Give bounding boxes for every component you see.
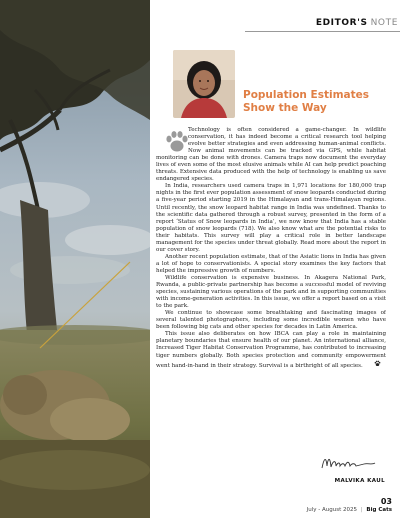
author-name: MALVIKA KAUL (334, 478, 385, 484)
header-rule (245, 31, 400, 32)
paw-end-icon (365, 360, 381, 369)
paragraph-text: This issue also deliberates on how IBCA can play a role in maintaining planetary boundaries that ensure health of our planet. An international alliance, Increased Tiger Habitat Conservation Programme, has contributed to increasing tiger numbers globally. Both species protection and community empowerment went hand-in-hand in their strategy. Survival is a birthright of all species. (156, 331, 386, 369)
paragraph: In India, researchers used camera traps in 1,971 locations for 180,000 trap nights in the first ever population assessment of snow leopards conducted during a five-year period starting 2019 in the Himalayan and trans-Himalayan regions. Until recently, the snow leopard habitat range in India was undefined. Thanks to the scientific data gathered through a robust survey, presented in the form of a report ‘Status of Snow leopards in India’, we now know that India has a stable population of snow leopards (718). We also know what are the potential risks to their habitats. This survey will play a critical role in better landscape management for the species under threat globally. Read more about the report in our cover story. (156, 183, 386, 253)
paragraph: Wildlife conservation is expensive business. In Akagera National Park, Rwanda, a public-private partnership has become a successful model of reviving species, sustaining various operations of the park and in supporting communities with income-generation activities. In this issue, we offer a report based on a visit to the park. (156, 274, 386, 310)
section-header-light: NOTE (370, 18, 398, 28)
wildlife-photo (0, 0, 150, 518)
page-number: 03 (380, 497, 392, 506)
footer-separator: | (360, 507, 363, 513)
footer-issue-line (307, 507, 392, 513)
paragraph: We continue to showcase some breathtaking and fascinating images of several talented photographers, including some incredible women who have been following big cats and other species for decades in Latin America. (156, 310, 386, 331)
paragraph-last (156, 331, 386, 369)
publication-name: Big Cats (366, 507, 392, 513)
paw-print-icon (156, 127, 188, 155)
section-header (316, 15, 398, 31)
editor-portrait (173, 50, 235, 118)
paragraph: Another recent population estimate, that of the Asiatic lions in India has given a lot of hope to conservationists. A special story examines the key factors that helped the impressive growth of numbers. (156, 253, 386, 274)
section-header-strong: EDITOR'S (315, 18, 368, 28)
editorial-body (156, 127, 386, 477)
page-title: Population Estimates Show the Way (243, 89, 370, 114)
handwritten-signature (318, 452, 378, 474)
issue-date: July - August 2025 (306, 507, 358, 513)
paragraph: Technology is often considered a game-changer. In wildlife conservation, it has indeed become a critical research tool helping evolve better strategies and even addressing human-animal conflicts. Now animal movements can be tracked via GPS, while habitat monitoring can be done with drones. Camera traps now document the everyday lives of even some of the most elusive animals while AI can help predict poaching threats. Extensive data produced with the help of technology is enabling us save endangered species. (156, 127, 386, 183)
